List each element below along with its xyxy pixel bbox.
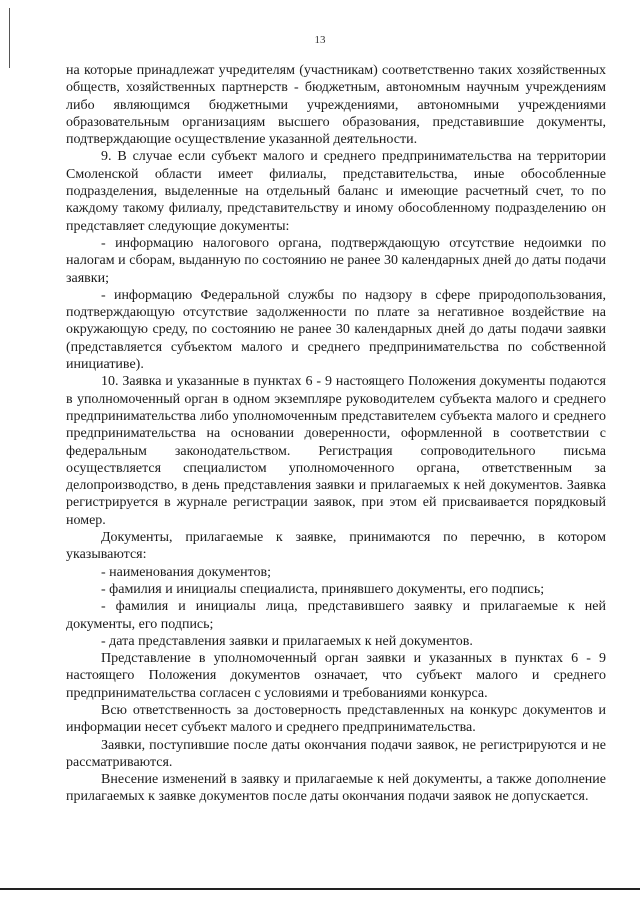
paragraph: Документы, прилагаемые к заявке, принимаются по перечню, в котором указываются: <box>66 530 606 563</box>
paragraph: 10. Заявка и указанные в пунктах 6 - 9 настоящего Положения документы подаются в уполномоченный орган в одном экземпляре руководителем субъекта малого и среднего предпринимательства либо уполномоченным представителем субъекта малого и среднего предпринимательства на основании доверенности, оформленной в соответствии с федеральным законодательством. Регистрация сопроводительного письма осуществляется специалистом уполномоченного органа, ответственным за делопроизводство, в день представления заявки и прилагаемых к ней документов. Заявка регистрируется в журнале регистрации заявок, при этом ей присваивается порядковый номер. <box>66 374 606 528</box>
list-item: - фамилия и инициалы специалиста, принявшего документы, его подпись; <box>101 581 545 597</box>
page-number: 13 <box>314 34 326 46</box>
paragraph: 9. В случае если субъект малого и среднего предпринимательства на территории Смоленской области имеет филиалы, представительства, иные обособленные подразделения, выделенные на отдельный баланс и имеющие расчетный счет, то по каждому такому филиалу, представительству и иному обособленному подразделению он представляет следующие документы: <box>66 149 606 234</box>
document-body <box>66 62 606 806</box>
list-item: - фамилия и инициалы лица, представившего заявку и прилагаемые к ней документы, его подпись; <box>66 599 606 632</box>
paragraph: Представление в уполномоченный орган заявки и указанных в пунктах 6 - 9 настоящего Положения документов означает, что субъект малого и среднего предпринимательства согласен с условиями и требованиями конкурса. <box>66 651 606 701</box>
paragraph: Внесение изменений в заявку и прилагаемые к ней документы, а также дополнение прилагаемых к заявке документов после даты окончания подачи заявок не допускается. <box>66 772 606 805</box>
list-item: - информацию налогового органа, подтверждающую отсутствие недоимки по налогам и сборам, выданную по состоянию не ранее 30 календарных дней до даты подачи заявки; <box>66 235 606 286</box>
paragraph: Всю ответственность за достоверность представленных на конкурс документов и информации несет субъект малого и среднего предпринимательства. <box>66 702 606 736</box>
paragraph: Заявки, поступившие после даты окончания подачи заявок, не регистрируются и не рассматриваются. <box>66 737 606 770</box>
list-item: - дата представления заявки и прилагаемых к ней документов. <box>101 633 473 649</box>
list-item: - наименования документов; <box>101 564 272 580</box>
list-item: - информацию Федеральной службы по надзору в сфере природопользования, подтверждающую отсутствие задолженности по плате за негативное воздействие на окружающую среду, по состоянию не ранее 30 календарных дней до даты подачи заявки (представляется субъектом малого и среднего предпринимательства по собственной инициативе). <box>66 287 606 373</box>
paragraph: на которые принадлежат учредителям (участникам) соответственно таких хозяйственных обществ, хозяйственных партнерств - бюджетным, автономным научным учреждениям либо являющимся бюджетными учреждениями, автономными учреждениями образовательным организациям высшего образования, представившие документы, подтверждающие осуществление указанной деятельности. <box>66 63 606 148</box>
bottom-rule <box>0 888 640 890</box>
